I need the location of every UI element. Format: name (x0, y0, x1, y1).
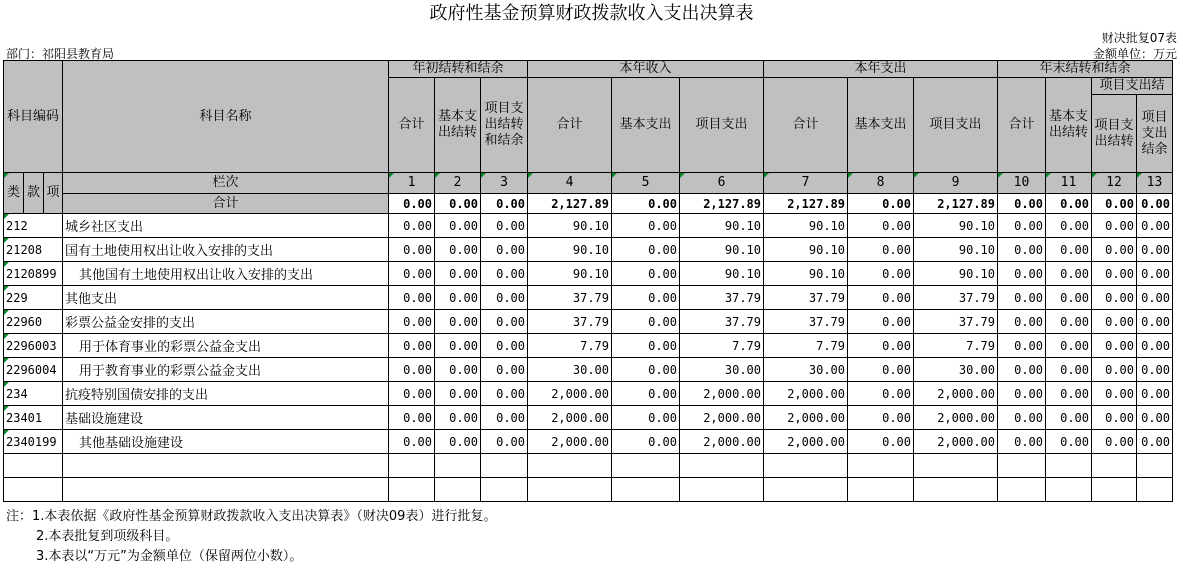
amount-cell: 0.00 (1046, 358, 1092, 382)
subject-code-cell: 234 (4, 382, 63, 406)
lei-header: 类 (4, 173, 24, 214)
total-cell: 0.00 (1046, 194, 1092, 214)
empty-cell (612, 478, 680, 502)
income-project-header: 项目支出 (680, 78, 764, 173)
end-project-carry-header: 项目支出结转 (1092, 95, 1137, 173)
amount-cell: 0.00 (481, 382, 528, 406)
document-number: 财决批复07表 (1101, 31, 1177, 45)
amount-cell: 2,000.00 (914, 430, 998, 454)
amount-cell: 0.00 (1137, 406, 1173, 430)
amount-cell: 90.10 (764, 238, 848, 262)
amount-cell: 0.00 (481, 214, 528, 238)
amount-cell: 0.00 (998, 430, 1046, 454)
amount-cell: 0.00 (998, 238, 1046, 262)
table-row (4, 262, 1173, 286)
table-row (4, 430, 1173, 454)
amount-cell: 0.00 (848, 262, 914, 286)
amount-cell: 0.00 (1137, 310, 1173, 334)
amount-cell: 37.79 (764, 310, 848, 334)
total-cell: 0.00 (998, 194, 1046, 214)
table-row (4, 334, 1173, 358)
empty-cell (998, 454, 1046, 478)
empty-cell (764, 478, 848, 502)
amount-cell: 0.00 (1092, 406, 1137, 430)
empty-cell (481, 478, 528, 502)
amount-cell: 90.10 (764, 262, 848, 286)
empty-cell (914, 478, 998, 502)
column-number: 2 (435, 173, 481, 194)
amount-cell: 30.00 (680, 358, 764, 382)
begin-balance-group-header: 年初结转和结余 (389, 61, 528, 78)
amount-cell: 0.00 (848, 238, 914, 262)
amount-cell: 0.00 (1137, 214, 1173, 238)
table-row (4, 286, 1173, 310)
amount-cell: 0.00 (848, 406, 914, 430)
amount-cell: 7.79 (680, 334, 764, 358)
amount-cell: 0.00 (612, 430, 680, 454)
subject-name-cell: 用于体育事业的彩票公益金支出 (63, 334, 389, 358)
total-row-label: 合计 (63, 194, 389, 214)
end-basic-carry-header: 基本支出结转 (1046, 78, 1092, 173)
end-project-group-header: 项目支出结 (1092, 78, 1173, 95)
total-cell: 2,127.89 (914, 194, 998, 214)
department-label: 部门：祁阳县教育局 (6, 47, 115, 61)
amount-cell: 0.00 (1046, 262, 1092, 286)
amount-cell: 0.00 (1092, 358, 1137, 382)
amount-cell: 2,000.00 (528, 430, 612, 454)
amount-cell: 90.10 (914, 262, 998, 286)
amount-cell: 0.00 (435, 334, 481, 358)
empty-cell (680, 478, 764, 502)
amount-cell: 0.00 (435, 286, 481, 310)
amount-cell: 0.00 (998, 262, 1046, 286)
amount-cell: 2,000.00 (680, 406, 764, 430)
amount-cell: 0.00 (481, 262, 528, 286)
amount-cell: 0.00 (1092, 262, 1137, 286)
footnote-3: 3.本表以“万元”为金额单位（保留两位小数）。 (36, 549, 303, 564)
amount-cell: 0.00 (435, 382, 481, 406)
amount-cell: 0.00 (1137, 262, 1173, 286)
amount-cell: 0.00 (998, 334, 1046, 358)
amount-cell: 0.00 (1046, 406, 1092, 430)
amount-cell: 0.00 (389, 430, 435, 454)
amount-cell: 0.00 (612, 262, 680, 286)
amount-cell: 0.00 (435, 262, 481, 286)
column-number-label: 栏次 (63, 173, 389, 194)
amount-cell: 2,000.00 (764, 382, 848, 406)
amount-cell: 0.00 (389, 262, 435, 286)
amount-cell: 0.00 (481, 286, 528, 310)
amount-cell: 2,000.00 (764, 430, 848, 454)
empty-cell (528, 478, 612, 502)
amount-cell: 0.00 (1046, 238, 1092, 262)
expense-basic-header: 基本支出 (848, 78, 914, 173)
amount-cell: 0.00 (1137, 382, 1173, 406)
amount-cell: 37.79 (914, 310, 998, 334)
empty-cell (998, 478, 1046, 502)
empty-cell (435, 454, 481, 478)
amount-cell: 0.00 (1092, 214, 1137, 238)
amount-cell: 90.10 (914, 214, 998, 238)
total-cell: 0.00 (389, 194, 435, 214)
empty-cell (1046, 454, 1092, 478)
total-cell: 0.00 (435, 194, 481, 214)
subject-code-cell: 23401 (4, 406, 63, 430)
column-number: 7 (764, 173, 848, 194)
subject-code-cell: 2340199 (4, 430, 63, 454)
amount-cell: 0.00 (435, 214, 481, 238)
subject-name-cell: 其他支出 (63, 286, 389, 310)
amount-cell: 0.00 (1137, 286, 1173, 310)
amount-cell: 7.79 (764, 334, 848, 358)
amount-cell: 0.00 (1046, 334, 1092, 358)
amount-cell: 0.00 (389, 238, 435, 262)
subject-name-cell: 彩票公益金安排的支出 (63, 310, 389, 334)
amount-cell: 0.00 (389, 334, 435, 358)
table-row (4, 358, 1173, 382)
amount-cell: 0.00 (1046, 286, 1092, 310)
amount-cell: 0.00 (1046, 382, 1092, 406)
amount-cell: 0.00 (998, 406, 1046, 430)
empty-cell (1092, 454, 1137, 478)
amount-cell: 90.10 (528, 238, 612, 262)
amount-cell: 37.79 (680, 310, 764, 334)
column-number: 10 (998, 173, 1046, 194)
amount-cell: 0.00 (1046, 310, 1092, 334)
table-row (4, 310, 1173, 334)
amount-cell: 0.00 (998, 286, 1046, 310)
end-project-balance-header: 项目支出结余 (1137, 95, 1173, 173)
amount-cell: 2,000.00 (528, 382, 612, 406)
footnote-1: 注：1.本表依据《政府性基金预算财政拨款收入支出决算表》（财决09表）进行批复。 (6, 509, 497, 524)
empty-cell (1092, 478, 1137, 502)
amount-cell: 0.00 (1092, 334, 1137, 358)
amount-cell: 0.00 (1137, 358, 1173, 382)
empty-cell (389, 478, 435, 502)
empty-cell (1137, 478, 1173, 502)
empty-row (4, 454, 1173, 478)
empty-cell (63, 478, 389, 502)
amount-cell: 0.00 (848, 430, 914, 454)
amount-cell: 0.00 (1092, 286, 1137, 310)
end-total-header: 合计 (998, 78, 1046, 173)
amount-cell: 0.00 (848, 334, 914, 358)
expense-total-header: 合计 (764, 78, 848, 173)
subject-name-cell: 城乡社区支出 (63, 214, 389, 238)
amount-cell: 0.00 (481, 358, 528, 382)
empty-cell (389, 454, 435, 478)
amount-cell: 2,000.00 (914, 382, 998, 406)
column-number: 1 (389, 173, 435, 194)
subject-name-cell: 用于教育事业的彩票公益金支出 (63, 358, 389, 382)
amount-cell: 2,000.00 (914, 406, 998, 430)
amount-cell: 0.00 (481, 238, 528, 262)
amount-cell: 0.00 (1092, 382, 1137, 406)
empty-cell (481, 454, 528, 478)
amount-cell: 0.00 (848, 214, 914, 238)
table-row (4, 406, 1173, 430)
income-basic-header: 基本支出 (612, 78, 680, 173)
amount-cell: 30.00 (764, 358, 848, 382)
subject-name-cell: 抗疫特别国债安排的支出 (63, 382, 389, 406)
column-number: 6 (680, 173, 764, 194)
amount-cell: 7.79 (528, 334, 612, 358)
total-cell: 2,127.89 (680, 194, 764, 214)
budget-table (3, 60, 1173, 502)
amount-unit-label: 金额单位：万元 (1092, 47, 1177, 61)
table-row (4, 238, 1173, 262)
amount-cell: 0.00 (612, 406, 680, 430)
amount-cell: 37.79 (764, 286, 848, 310)
empty-cell (4, 478, 63, 502)
subject-code-cell: 22960 (4, 310, 63, 334)
amount-cell: 0.00 (998, 310, 1046, 334)
subject-code-header: 科目编码 (4, 61, 63, 173)
amount-cell: 0.00 (481, 406, 528, 430)
amount-cell: 2,000.00 (764, 406, 848, 430)
empty-cell (528, 454, 612, 478)
subject-name-cell: 其他基础设施建设 (63, 430, 389, 454)
total-cell: 0.00 (481, 194, 528, 214)
amount-cell: 90.10 (914, 238, 998, 262)
amount-cell: 0.00 (612, 310, 680, 334)
subject-name-cell: 基础设施建设 (63, 406, 389, 430)
empty-cell (1137, 454, 1173, 478)
amount-cell: 90.10 (528, 214, 612, 238)
begin-basic-carry-header: 基本支出结转 (435, 78, 481, 173)
subject-code-cell: 229 (4, 286, 63, 310)
amount-cell: 37.79 (914, 286, 998, 310)
amount-cell: 0.00 (612, 214, 680, 238)
column-number: 11 (1046, 173, 1092, 194)
amount-cell: 0.00 (612, 286, 680, 310)
amount-cell: 90.10 (764, 214, 848, 238)
amount-cell: 90.10 (528, 262, 612, 286)
subject-code-cell: 2120899 (4, 262, 63, 286)
amount-cell: 0.00 (612, 382, 680, 406)
subject-name-cell: 国有土地使用权出让收入安排的支出 (63, 238, 389, 262)
amount-cell: 0.00 (1092, 310, 1137, 334)
table-row (4, 382, 1173, 406)
amount-cell: 0.00 (481, 334, 528, 358)
begin-total-header: 合计 (389, 78, 435, 173)
column-number: 3 (481, 173, 528, 194)
income-group-header: 本年收入 (528, 61, 764, 78)
amount-cell: 2,000.00 (680, 382, 764, 406)
column-number: 12 (1092, 173, 1137, 194)
amount-cell: 0.00 (1137, 334, 1173, 358)
amount-cell: 90.10 (680, 238, 764, 262)
subject-code-cell: 2296004 (4, 358, 63, 382)
amount-cell: 0.00 (1046, 214, 1092, 238)
total-cell: 0.00 (848, 194, 914, 214)
amount-cell: 0.00 (1046, 430, 1092, 454)
subject-code-cell: 212 (4, 214, 63, 238)
empty-cell (680, 454, 764, 478)
footnotes (6, 507, 496, 567)
amount-cell: 0.00 (612, 334, 680, 358)
amount-cell: 0.00 (389, 286, 435, 310)
amount-cell: 0.00 (389, 382, 435, 406)
amount-cell: 0.00 (1092, 238, 1137, 262)
report-title: 政府性基金预算财政拨款收入支出决算表 (429, 3, 754, 24)
begin-project-carry-balance-header: 项目支出结转和结余 (481, 78, 528, 173)
amount-cell: 0.00 (998, 214, 1046, 238)
total-cell: 0.00 (1137, 194, 1173, 214)
empty-row (4, 478, 1173, 502)
footnote-2: 2.本表批复到项级科目。 (36, 529, 179, 544)
amount-cell: 2,000.00 (528, 406, 612, 430)
expense-project-header: 项目支出 (914, 78, 998, 173)
empty-cell (848, 478, 914, 502)
amount-cell: 0.00 (612, 238, 680, 262)
column-number: 4 (528, 173, 612, 194)
subject-code-cell: 2296003 (4, 334, 63, 358)
subject-name-cell: 其他国有土地使用权出让收入安排的支出 (63, 262, 389, 286)
amount-cell: 0.00 (1137, 238, 1173, 262)
empty-cell (1046, 478, 1092, 502)
amount-cell: 0.00 (389, 406, 435, 430)
amount-cell: 0.00 (481, 310, 528, 334)
amount-cell: 0.00 (998, 382, 1046, 406)
amount-cell: 37.79 (528, 310, 612, 334)
amount-cell: 0.00 (998, 358, 1046, 382)
amount-cell: 0.00 (481, 430, 528, 454)
column-number: 9 (914, 173, 998, 194)
amount-cell: 30.00 (914, 358, 998, 382)
amount-cell: 0.00 (612, 358, 680, 382)
amount-cell: 0.00 (848, 358, 914, 382)
amount-cell: 0.00 (389, 214, 435, 238)
column-number: 8 (848, 173, 914, 194)
amount-cell: 2,000.00 (680, 430, 764, 454)
empty-cell (848, 454, 914, 478)
expense-group-header: 本年支出 (764, 61, 998, 78)
amount-cell: 30.00 (528, 358, 612, 382)
amount-cell: 90.10 (680, 214, 764, 238)
amount-cell: 0.00 (1092, 430, 1137, 454)
amount-cell: 0.00 (848, 310, 914, 334)
amount-cell: 37.79 (528, 286, 612, 310)
subject-code-cell: 21208 (4, 238, 63, 262)
amount-cell: 0.00 (435, 238, 481, 262)
column-number: 13 (1137, 173, 1173, 194)
table-row (4, 214, 1173, 238)
amount-cell: 0.00 (848, 382, 914, 406)
subject-name-header: 科目名称 (63, 61, 389, 173)
total-cell: 0.00 (612, 194, 680, 214)
empty-cell (63, 454, 389, 478)
amount-cell: 0.00 (435, 430, 481, 454)
total-cell: 2,127.89 (528, 194, 612, 214)
xiang-header: 项 (44, 173, 63, 214)
empty-cell (914, 454, 998, 478)
amount-cell: 7.79 (914, 334, 998, 358)
amount-cell: 0.00 (1137, 430, 1173, 454)
kuan-header: 款 (24, 173, 44, 214)
empty-cell (4, 454, 63, 478)
empty-cell (612, 454, 680, 478)
empty-cell (435, 478, 481, 502)
amount-cell: 37.79 (680, 286, 764, 310)
column-number: 5 (612, 173, 680, 194)
income-total-header: 合计 (528, 78, 612, 173)
amount-cell: 0.00 (848, 286, 914, 310)
amount-cell: 0.00 (435, 358, 481, 382)
amount-cell: 0.00 (389, 310, 435, 334)
end-balance-group-header: 年末结转和结余 (998, 61, 1173, 78)
total-cell: 2,127.89 (764, 194, 848, 214)
amount-cell: 0.00 (389, 358, 435, 382)
amount-cell: 90.10 (680, 262, 764, 286)
total-cell: 0.00 (1092, 194, 1137, 214)
amount-cell: 0.00 (435, 406, 481, 430)
empty-cell (764, 454, 848, 478)
amount-cell: 0.00 (435, 310, 481, 334)
